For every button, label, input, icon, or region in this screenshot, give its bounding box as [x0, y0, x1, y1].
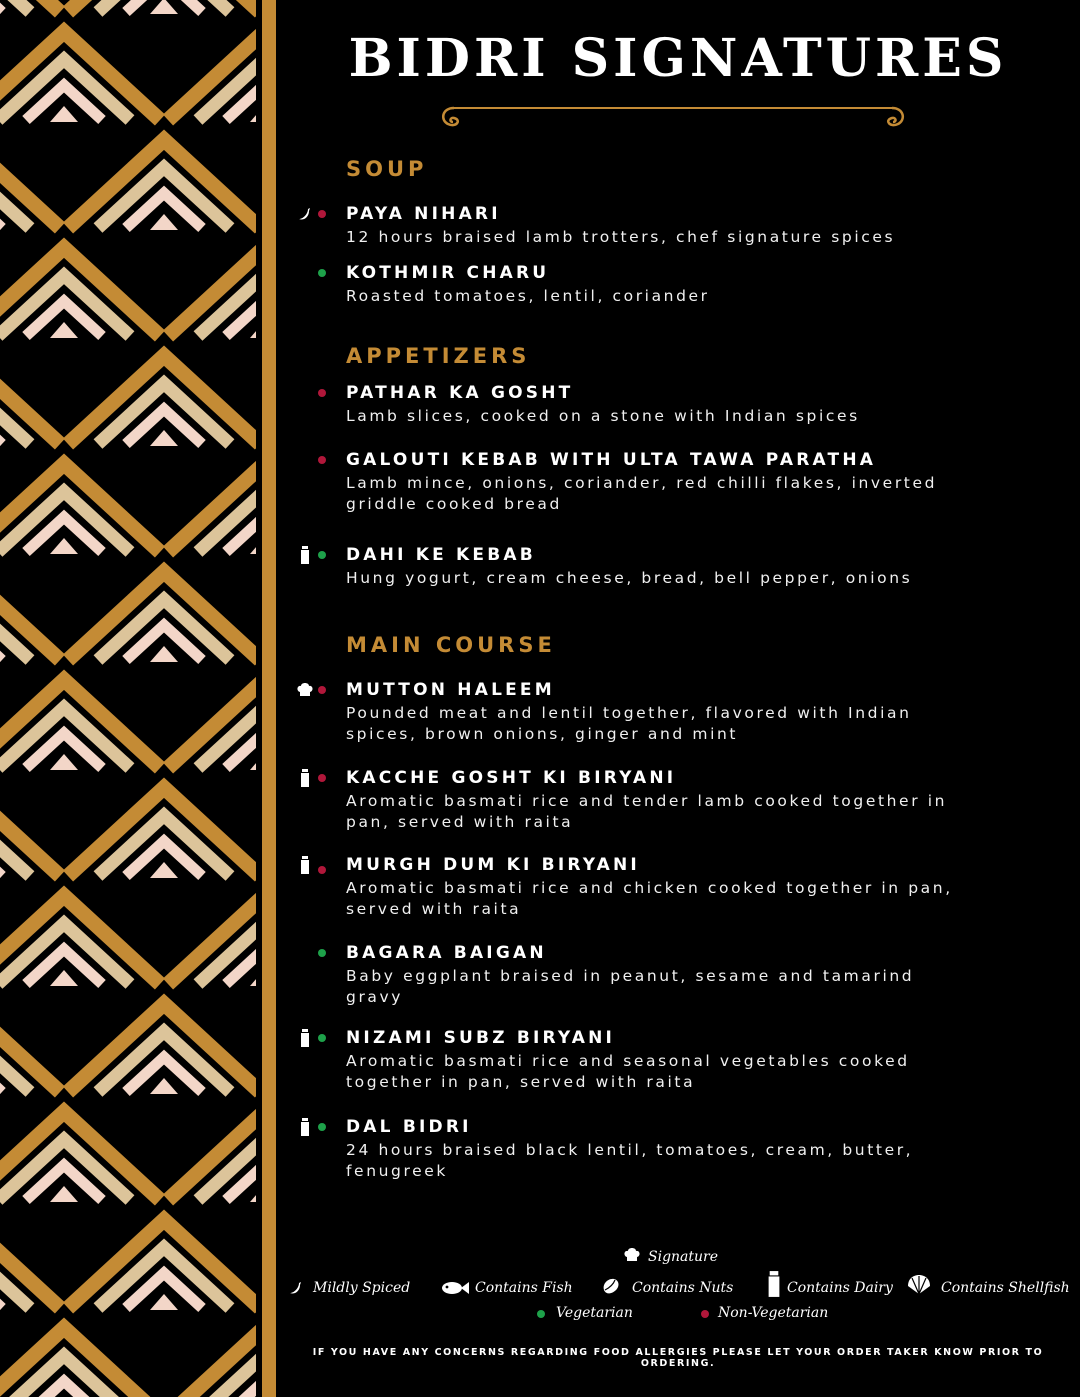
chef-hat-icon [296, 680, 314, 700]
dairy-icon [296, 855, 314, 875]
item-description: Baby eggplant braised in peanut, sesame and tamarind gravy [346, 967, 915, 1006]
item-name: MURGH DUM KI BIRYANI [346, 855, 640, 875]
item-name: KOTHMIR CHARU [346, 263, 550, 283]
item-description: 12 hours braised lamb trotters, chef signature spices [346, 228, 896, 246]
non-veg-dot [318, 389, 326, 397]
legend-contains-fish: Contains Fish [475, 1280, 573, 1296]
non-veg-dot [318, 686, 326, 694]
item-description: Aromatic basmati rice and chicken cooked together in pan, served with raita [346, 879, 953, 918]
non-veg-dot [318, 210, 326, 218]
legend-vegetarian: Vegetarian [556, 1305, 633, 1321]
veg-dot [318, 1123, 326, 1131]
non-veg-dot [318, 866, 326, 874]
non-veg-dot [318, 456, 326, 464]
item-name: DAL BIDRI [346, 1117, 472, 1137]
section-heading-appetizers: APPETIZERS [346, 344, 531, 368]
veg-dot [318, 949, 326, 957]
non-veg-dot [701, 1310, 709, 1318]
veg-dot [318, 1034, 326, 1042]
non-veg-dot [318, 774, 326, 782]
legend-signature: Signature [648, 1249, 719, 1265]
item-name: NIZAMI SUBZ BIRYANI [346, 1028, 616, 1048]
dairy-icon [296, 1028, 314, 1048]
nut-icon [600, 1276, 622, 1298]
dairy-icon [764, 1270, 784, 1298]
chef-hat-icon [621, 1245, 643, 1265]
item-name: DAHI KE KEBAB [346, 545, 536, 565]
dairy-icon [296, 545, 314, 565]
shellfish-icon [906, 1274, 932, 1296]
legend-contains-shellfish: Contains Shellfish [941, 1280, 1070, 1296]
allergy-notice: IF YOU HAVE ANY CONCERNS REGARDING FOOD ALLERGIES PLEASE LET YOUR ORDER TAKER KNOW PRIOR TO ORDERING. [312, 1347, 1044, 1369]
legend-contains-nuts: Contains Nuts [632, 1280, 734, 1296]
item-name: PATHAR KA GOSHT [346, 383, 574, 403]
veg-dot [318, 269, 326, 277]
chili-icon [285, 1278, 307, 1298]
fish-icon [438, 1278, 470, 1298]
dairy-icon [296, 1117, 314, 1137]
legend-non-vegetarian: Non-Vegetarian [718, 1305, 829, 1321]
veg-dot [537, 1310, 545, 1318]
menu-title: BIDRI SIGNATURES [348, 28, 1008, 89]
item-name: MUTTON HALEEM [346, 680, 555, 700]
item-name: GALOUTI KEBAB WITH ULTA TAWA PARATHA [346, 450, 877, 470]
item-description: Aromatic basmati rice and seasonal vegetables cooked together in pan, served with raita [346, 1052, 910, 1091]
item-description: Aromatic basmati rice and tender lamb cooked together in pan, served with raita [346, 792, 948, 831]
item-description: Lamb mince, onions, coriander, red chilli flakes, inverted griddle cooked bread [346, 474, 938, 513]
section-heading-soup: SOUP [346, 157, 428, 181]
item-description: 24 hours braised black lentil, tomatoes, cream, butter, fenugreek [346, 1141, 914, 1180]
item-description: Pounded meat and lentil together, flavored with Indian spices, brown onions, ginger and mint [346, 704, 912, 743]
title-flourish-ornament [436, 102, 910, 140]
item-description: Roasted tomatoes, lentil, coriander [346, 287, 710, 305]
item-description: Hung yogurt, cream cheese, bread, bell pepper, onions [346, 569, 913, 587]
legend-contains-dairy: Contains Dairy [787, 1280, 893, 1296]
item-name: PAYA NIHARI [346, 204, 501, 224]
legend-mildly-spiced: Mildly Spiced [313, 1280, 411, 1296]
item-name: BAGARA BAIGAN [346, 943, 547, 963]
item-description: Lamb slices, cooked on a stone with Indian spices [346, 407, 860, 425]
veg-dot [318, 551, 326, 559]
section-heading-main-course: MAIN COURSE [346, 633, 556, 657]
decorative-pattern-panel [0, 0, 276, 1397]
dairy-icon [296, 768, 314, 788]
chili-icon [296, 204, 314, 224]
item-name: KACCHE GOSHT KI BIRYANI [346, 768, 677, 788]
